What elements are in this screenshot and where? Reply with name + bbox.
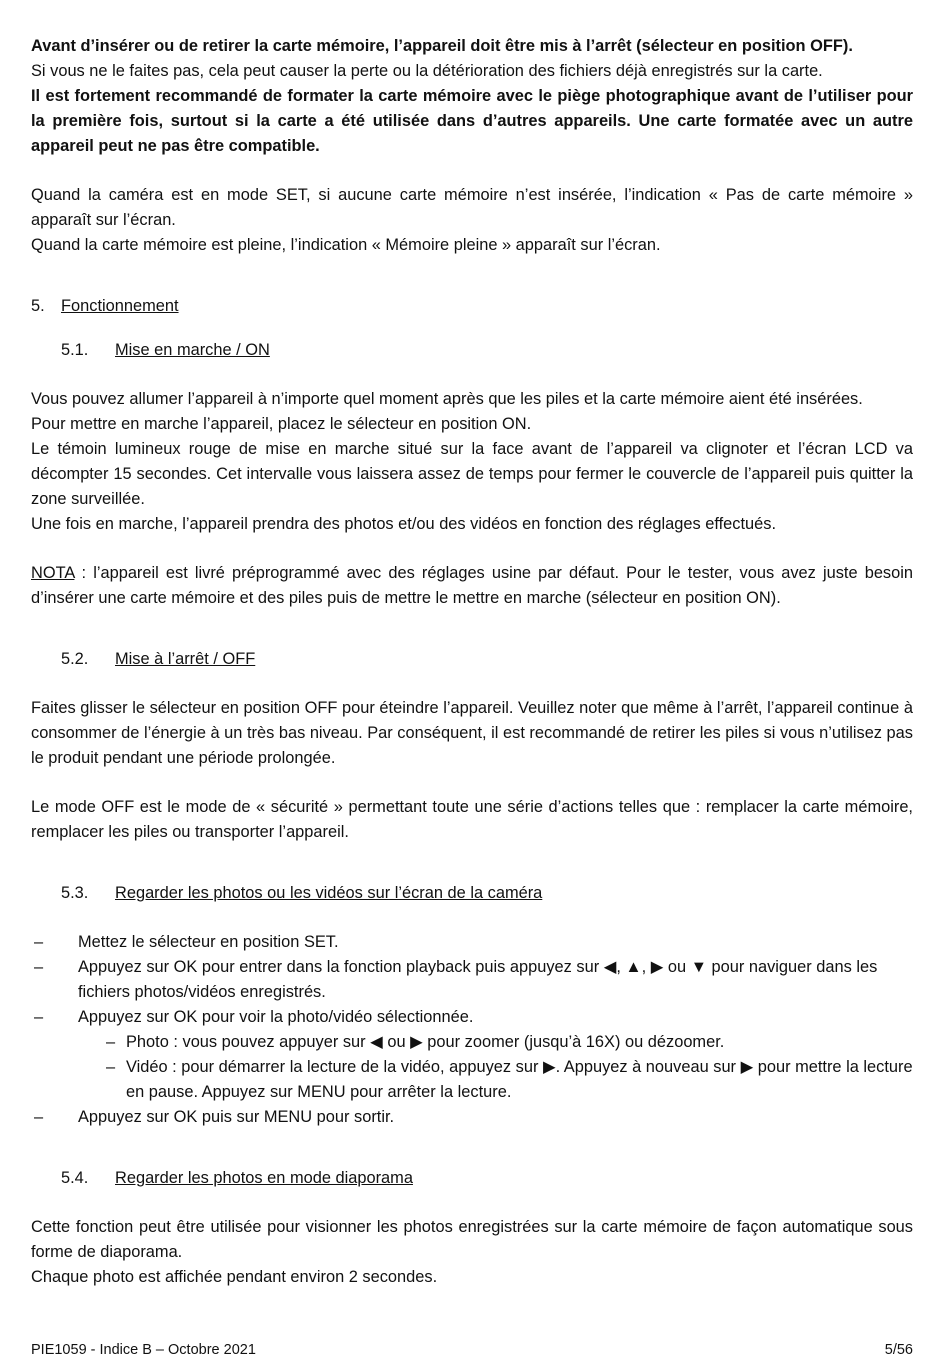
card-full-message: Quand la carte mémoire est pleine, l’indication « Mémoire pleine » apparaît sur l’écran. xyxy=(31,236,661,254)
subsection-number: 5.4. xyxy=(61,1169,89,1187)
section-5-heading xyxy=(31,294,913,319)
section-5-1-heading xyxy=(61,338,913,363)
paragraph: Le mode OFF est le mode de « sécurité » permettant toute une série d’actions telles que : remplacer la carte mémoire, remplacer les piles ou transporter l’appareil. xyxy=(31,798,913,841)
page-footer xyxy=(31,1338,913,1363)
nota-label: NOTA xyxy=(31,564,75,582)
paragraph: Chaque photo est affichée pendant environ 2 secondes. xyxy=(31,1268,438,1286)
section-title: Fonctionnement xyxy=(61,297,179,315)
paragraph: Cette fonction peut être utilisée pour visionner les photos enregistrées sur la carte mémoire de façon automatique sous forme de diaporama. xyxy=(31,1218,913,1261)
nota-text: : l’appareil est livré préprogrammé avec des réglages usine par défaut. Pour le tester, vous avez juste besoin d’insérer une carte mémoire et des piles puis de mettre le mettre en marche (sélecteur en position ON). xyxy=(31,564,913,607)
paragraph: Pour mettre en marche l’appareil, placez le sélecteur en position ON. xyxy=(31,415,532,433)
section-number: 5. xyxy=(31,297,45,315)
section-5-2-heading xyxy=(61,647,913,672)
list-item: – Appuyez sur OK pour entrer dans la fonction playback puis appuyez sur ◀, ▲, ▶ ou ▼ pour naviguer dans les fichiers photos/vidéos enregistrés. xyxy=(31,955,913,1005)
list-item: – Mettez le sélecteur en position SET. xyxy=(31,930,913,955)
nota-paragraph xyxy=(31,561,913,611)
sub-list-item: – Vidéo : pour démarrer la lecture de la vidéo, appuyez sur ▶. Appuyez à nouveau sur ▶ pour mettre la lecture en pause. Appuyez sur MENU pour arrêter la lecture. xyxy=(31,1055,913,1105)
subsection-number: 5.3. xyxy=(61,884,89,902)
warning-text: Si vous ne le faites pas, cela peut causer la perte ou la détérioration des fichiers déjà enregistrés sur la carte. xyxy=(31,62,823,80)
paragraph: Le témoin lumineux rouge de mise en marche situé sur la face avant de l’appareil va clignoter et l’écran LCD va décompter 15 secondes. Cet intervalle vous laissera assez de temps pour fermer le couvercle de l’appareil puis quitter la zone surveillée. xyxy=(31,440,913,508)
paragraph: Vous pouvez allumer l’appareil à n’importe quel moment après que les piles et la carte mémoire aient été insérées. xyxy=(31,390,863,408)
section-5-4-heading xyxy=(61,1166,913,1191)
list-item: – Appuyez sur OK pour voir la photo/vidéo sélectionnée. xyxy=(31,1005,913,1030)
page-number: 5/56 xyxy=(884,1342,913,1358)
document-reference: PIE1059 - Indice B – Octobre 2021 xyxy=(31,1342,256,1358)
warning-bold-1: Avant d’insérer ou de retirer la carte mémoire, l’appareil doit être mis à l’arrêt (sélecteur en position OFF). xyxy=(31,37,853,55)
section-5-3-heading xyxy=(61,881,913,906)
subsection-title: Mise en marche / ON xyxy=(115,341,270,359)
paragraph: Une fois en marche, l’appareil prendra des photos et/ou des vidéos en fonction des réglages effectués. xyxy=(31,515,777,533)
sub-list-item: – Photo : vous pouvez appuyer sur ◀ ou ▶ pour zoomer (jusqu’à 16X) ou dézoomer. xyxy=(31,1030,913,1055)
document-page xyxy=(31,34,913,1290)
list-item: – Appuyez sur OK puis sur MENU pour sortir. xyxy=(31,1105,913,1130)
no-card-message: Quand la caméra est en mode SET, si aucune carte mémoire n’est insérée, l’indication « Pas de carte mémoire » apparaît sur l’écran. xyxy=(31,186,913,229)
warning-bold-2: Il est fortement recommandé de formater la carte mémoire avec le piège photographique avant de l’utiliser pour la première fois, surtout si la carte a été utilisée dans d’autres appareils. Une carte formatée avec un autre appareil peut ne pas être compatible. xyxy=(31,87,913,155)
instruction-list xyxy=(31,930,913,1130)
paragraph: Faites glisser le sélecteur en position OFF pour éteindre l’appareil. Veuillez noter que même à l’arrêt, l’appareil continue à consommer de l’énergie à un très bas niveau. Par conséquent, il est recommandé de retirer les piles si vous n’utilisez pas le produit pendant une période prolongée. xyxy=(31,699,913,767)
subsection-title: Regarder les photos ou les vidéos sur l’écran de la caméra xyxy=(115,884,543,902)
subsection-number: 5.2. xyxy=(61,650,89,668)
subsection-title: Mise à l’arrêt / OFF xyxy=(115,650,256,668)
subsection-number: 5.1. xyxy=(61,341,89,359)
subsection-title: Regarder les photos en mode diaporama xyxy=(115,1169,413,1187)
